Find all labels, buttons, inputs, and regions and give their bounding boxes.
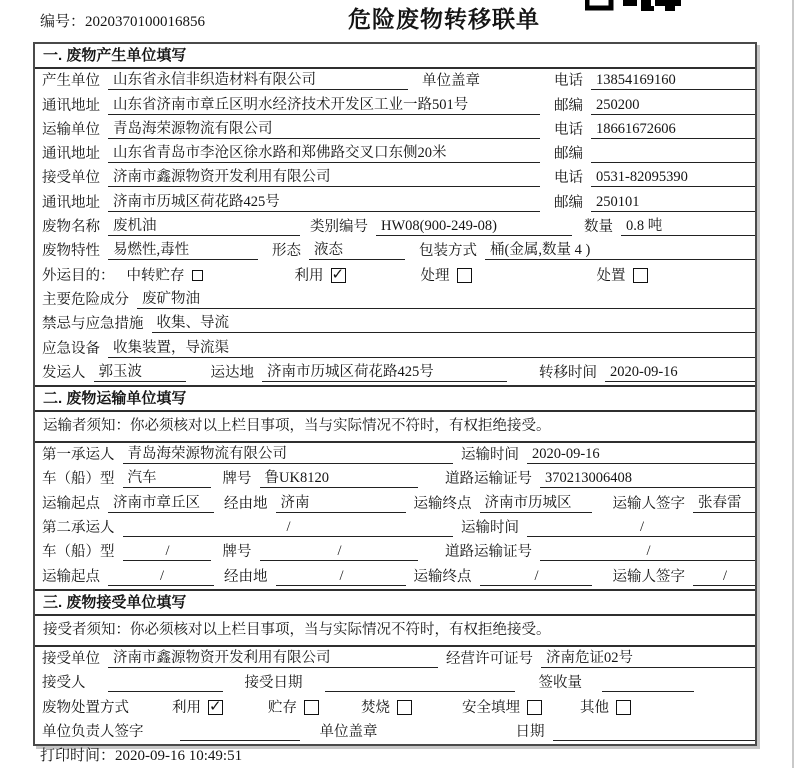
plate2-value: / bbox=[260, 542, 418, 561]
carrier1-label: 第一承运人 bbox=[42, 447, 115, 464]
disposal-option-other bbox=[580, 699, 631, 717]
disposal-option-landfill bbox=[462, 699, 542, 717]
section2-header: 二. 废物运输单位填写 bbox=[35, 385, 755, 412]
transporter-notice-text: 你必须核对以上栏目事项，当与实际情况不符时，有权拒绝接受。 bbox=[130, 417, 551, 434]
addr1-label: 通讯地址 bbox=[42, 97, 100, 114]
producer-value: 山东省永信非织造材料有限公司 bbox=[108, 71, 408, 90]
receiver-notice-text: 你必须核对以上栏目事项，当与实际情况不符时，有权拒绝接受。 bbox=[130, 621, 551, 638]
destination-value: 济南市历城区荷花路425号 bbox=[262, 363, 507, 382]
section3-header: 三. 废物接受单位填写 bbox=[35, 589, 755, 616]
disposal-option-label: 焚烧 bbox=[361, 699, 390, 716]
sign1-value: 张春雷 bbox=[693, 494, 755, 513]
hazard-value: 废矿物油 bbox=[137, 290, 755, 309]
plate2-label: 牌号 bbox=[222, 544, 252, 561]
terminus1-value: 济南市历城区 bbox=[480, 494, 592, 513]
chief-sign-value bbox=[180, 740, 300, 741]
checkbox-disposal-incinerate bbox=[397, 700, 412, 715]
row-disposal bbox=[35, 695, 755, 719]
origin1-label: 运输起点 bbox=[42, 495, 100, 512]
unit-seal2-label: 单位盖章 bbox=[319, 723, 378, 740]
via1-label: 经由地 bbox=[224, 495, 268, 512]
purpose-option-utilize bbox=[295, 267, 346, 285]
vehicle1-label: 车（船）型 bbox=[42, 471, 115, 488]
disposal-option-storage bbox=[268, 699, 319, 717]
shipper-value: 郭玉波 bbox=[94, 363, 186, 382]
checkbox-disposal-other bbox=[616, 700, 631, 715]
disposal-label: 废物处置方式 bbox=[42, 699, 129, 716]
purpose-option-treat bbox=[421, 267, 472, 285]
plate1-label: 牌号 bbox=[222, 471, 252, 488]
row-receiver-address bbox=[35, 190, 755, 214]
row-waste-character bbox=[35, 239, 755, 263]
accept-date-label: 接受日期 bbox=[244, 675, 303, 692]
transporter-label: 运输单位 bbox=[42, 121, 100, 138]
row-transporter-address bbox=[35, 142, 755, 166]
section1-header: 一. 废物产生单位填写 bbox=[35, 44, 755, 69]
serial-label: 编号： bbox=[40, 14, 86, 30]
transporter-value: 青岛海荣源物流有限公司 bbox=[108, 120, 540, 139]
addr2-value: 山东省青岛市李沧区徐水路和郑佛路交叉口东侧20米 bbox=[108, 144, 540, 163]
accept-unit-value: 济南市鑫源物资开发利用有限公司 bbox=[108, 649, 438, 668]
carrier2-value: / bbox=[123, 518, 453, 537]
origin1-value: 济南市章丘区 bbox=[108, 494, 214, 513]
checkbox-dispose bbox=[633, 268, 648, 283]
row-route1 bbox=[35, 491, 755, 515]
origin2-label: 运输起点 bbox=[42, 568, 100, 585]
transporter-notice-label: 运输者须知： bbox=[43, 417, 130, 434]
sign-qty-value bbox=[602, 691, 694, 692]
purpose-option-label: 中转贮存 bbox=[126, 267, 185, 284]
disposal-option-utilize bbox=[172, 699, 223, 717]
phone2-label: 电话 bbox=[554, 121, 583, 138]
transport-time2-label: 运输时间 bbox=[461, 520, 519, 537]
row-hazard bbox=[35, 288, 755, 312]
waste-name-value: 废机油 bbox=[108, 217, 300, 236]
via1-value: 济南 bbox=[276, 494, 406, 513]
purpose-option-label: 处置 bbox=[596, 267, 626, 284]
row-route2 bbox=[35, 564, 755, 588]
quantity-value: 0.8 吨 bbox=[621, 217, 755, 236]
row-emergency-equipment bbox=[35, 336, 755, 360]
phone2-value: 18661672606 bbox=[591, 120, 755, 139]
license-value: 济南危证02号 bbox=[541, 649, 755, 668]
purpose-label: 外运目的： bbox=[42, 267, 115, 284]
zip1-value: 250200 bbox=[591, 96, 755, 115]
row-carrier2 bbox=[35, 516, 755, 540]
purpose-option-label: 处理 bbox=[420, 267, 450, 284]
receiver-label: 接受单位 bbox=[42, 170, 100, 187]
phone3-label: 电话 bbox=[554, 170, 583, 187]
destination-label: 运达地 bbox=[210, 364, 254, 381]
page-title: 危险废物转移联单 bbox=[348, 6, 540, 32]
zip2-value bbox=[591, 162, 755, 163]
serial-number: 2020370100016856 bbox=[85, 14, 206, 30]
zip1-label: 邮编 bbox=[554, 97, 583, 114]
emergency-label: 禁忌与应急措施 bbox=[42, 316, 144, 333]
transport-time1-label: 运输时间 bbox=[461, 447, 519, 464]
acceptor-value bbox=[108, 691, 223, 692]
permit2-value: / bbox=[540, 542, 755, 561]
purpose-option-transfer-storage bbox=[127, 267, 203, 285]
terminus1-label: 运输终点 bbox=[413, 495, 472, 512]
acceptor-label: 接受人 bbox=[42, 675, 86, 692]
form-value: 液态 bbox=[309, 241, 405, 260]
sign2-value: / bbox=[693, 567, 755, 586]
checkbox-treat bbox=[457, 268, 472, 283]
checkbox-transfer-storage bbox=[192, 270, 203, 281]
purpose-option-label: 利用 bbox=[294, 267, 324, 284]
qr-code-fragment bbox=[585, 0, 685, 11]
checkbox-disposal-utilize bbox=[208, 700, 223, 715]
form-label: 形态 bbox=[272, 243, 301, 260]
character-value: 易燃性,毒性 bbox=[108, 241, 258, 260]
permit1-value: 370213006408 bbox=[540, 469, 755, 488]
accept-unit-label: 接受单位 bbox=[42, 650, 100, 667]
transfer-time-value: 2020-09-16 bbox=[605, 363, 755, 382]
quantity-label: 数量 bbox=[584, 219, 613, 236]
zip3-label: 邮编 bbox=[554, 194, 583, 211]
disposal-option-label: 贮存 bbox=[268, 699, 297, 716]
row-accept-unit bbox=[35, 647, 755, 671]
checkbox-disposal-landfill bbox=[527, 700, 542, 715]
row-chief-sign bbox=[35, 720, 755, 744]
origin2-value: / bbox=[108, 567, 214, 586]
hazard-label: 主要危险成分 bbox=[42, 291, 129, 308]
waste-name-label: 废物名称 bbox=[42, 219, 100, 236]
packing-label: 包装方式 bbox=[419, 243, 477, 260]
row-producer bbox=[35, 69, 755, 93]
row-receiver bbox=[35, 166, 755, 190]
category-label: 类别编号 bbox=[310, 219, 368, 236]
zip3-value: 250101 bbox=[591, 193, 755, 212]
phone1-label: 电话 bbox=[554, 73, 583, 90]
plate1-value: 鲁UK8120 bbox=[260, 469, 418, 488]
row-carrier1 bbox=[35, 443, 755, 467]
character-label: 废物特性 bbox=[42, 243, 100, 260]
sign2-label: 运输人签字 bbox=[612, 568, 685, 585]
row-waste-name bbox=[35, 215, 755, 239]
unit-seal-label: 单位盖章 bbox=[422, 73, 480, 90]
transport-time1-value: 2020-09-16 bbox=[527, 445, 755, 464]
permit2-label: 道路运输证号 bbox=[445, 544, 532, 561]
addr1-value: 山东省济南市章丘区明水经济技术开发区工业一路501号 bbox=[108, 96, 540, 115]
row-producer-address bbox=[35, 93, 755, 117]
date-value bbox=[553, 740, 756, 741]
license-label: 经营许可证号 bbox=[446, 650, 533, 667]
row-transporter bbox=[35, 118, 755, 142]
vehicle2-value: / bbox=[123, 542, 211, 561]
manifest-form bbox=[33, 42, 757, 746]
packing-value: 桶(金属,数量 4 ) bbox=[485, 241, 755, 260]
row-purpose bbox=[35, 263, 755, 287]
purpose-option-dispose bbox=[597, 267, 648, 285]
disposal-option-label: 利用 bbox=[172, 699, 201, 716]
via2-value: / bbox=[276, 567, 406, 586]
row-vehicle1 bbox=[35, 467, 755, 491]
via2-label: 经由地 bbox=[224, 568, 268, 585]
equipment-value: 收集装置，导流渠 bbox=[108, 339, 755, 358]
emergency-value: 收集、导流 bbox=[152, 314, 756, 333]
addr3-label: 通讯地址 bbox=[42, 194, 100, 211]
receiver-notice-label: 接受者须知： bbox=[43, 621, 130, 638]
disposal-option-incinerate bbox=[361, 699, 412, 717]
transfer-time-label: 转移时间 bbox=[539, 364, 597, 381]
shipper-label: 发运人 bbox=[42, 364, 86, 381]
vehicle2-label: 车（船）型 bbox=[42, 544, 115, 561]
permit1-label: 道路运输证号 bbox=[445, 471, 532, 488]
transport-time2-value: / bbox=[527, 518, 755, 537]
carrier2-label: 第二承运人 bbox=[42, 520, 115, 537]
disposal-option-label: 安全填埋 bbox=[462, 699, 520, 716]
sign1-label: 运输人签字 bbox=[612, 495, 685, 512]
checkbox-disposal-storage bbox=[304, 700, 319, 715]
phone3-value: 0531-82095390 bbox=[591, 168, 755, 187]
row-acceptor bbox=[35, 671, 755, 695]
producer-label: 产生单位 bbox=[42, 73, 100, 90]
addr3-value: 济南市历城区荷花路425号 bbox=[108, 193, 540, 212]
accept-date-value bbox=[325, 691, 515, 692]
terminus2-value: / bbox=[480, 567, 592, 586]
equipment-label: 应急设备 bbox=[42, 340, 100, 357]
date-label: 日期 bbox=[515, 723, 545, 740]
scan-edge-line bbox=[792, 0, 794, 768]
phone1-value: 13854169160 bbox=[591, 71, 755, 90]
row-emergency-measures bbox=[35, 312, 755, 336]
row-vehicle2 bbox=[35, 540, 755, 564]
transporter-notice bbox=[35, 412, 755, 443]
print-time-value: 2020-09-16 10:49:51 bbox=[115, 748, 243, 764]
disposal-option-label: 其他 bbox=[580, 699, 609, 716]
checkbox-utilize bbox=[331, 268, 346, 283]
row-shipper bbox=[35, 361, 755, 385]
category-value: HW08(900-249-08) bbox=[376, 217, 572, 236]
print-time-line bbox=[40, 744, 242, 765]
sign-qty-label: 签收量 bbox=[538, 675, 582, 692]
terminus2-label: 运输终点 bbox=[413, 568, 472, 585]
addr2-label: 通讯地址 bbox=[42, 146, 100, 163]
receiver-value: 济南市鑫源物资开发利用有限公司 bbox=[108, 168, 540, 187]
vehicle1-value: 汽车 bbox=[123, 469, 211, 488]
print-time-label: 打印时间： bbox=[40, 748, 116, 764]
carrier1-value: 青岛海荣源物流有限公司 bbox=[123, 445, 453, 464]
zip2-label: 邮编 bbox=[554, 146, 583, 163]
chief-sign-label: 单位负责人签字 bbox=[42, 723, 144, 740]
receiver-notice bbox=[35, 616, 755, 647]
